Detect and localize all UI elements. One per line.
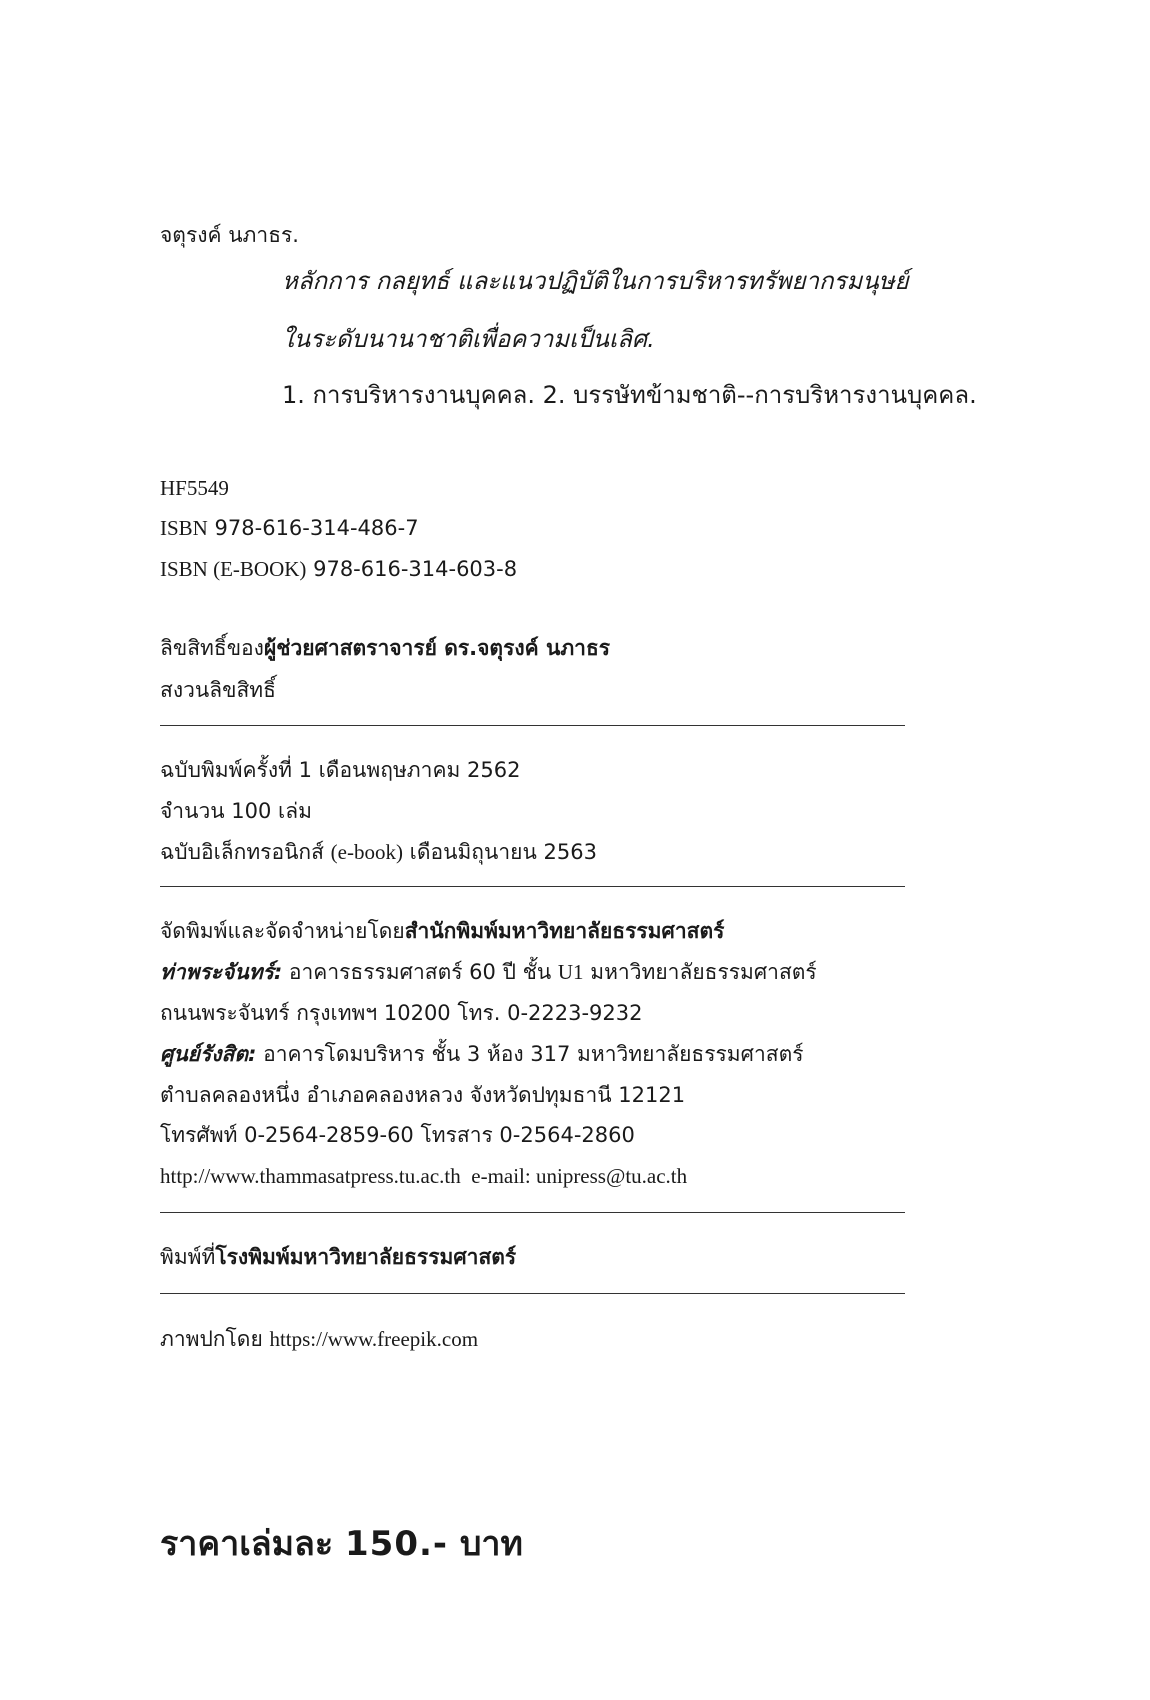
printer-line	[160, 1243, 516, 1271]
price-amount: 150.-	[345, 1524, 448, 1564]
ebook-date: เดือนมิถุนายน 2563	[409, 840, 597, 864]
price-unit: บาท	[459, 1524, 523, 1564]
isbn-ebook	[160, 555, 517, 583]
isbn-value: 978-616-314-486-7	[214, 516, 419, 540]
tha-prachan-address	[160, 958, 817, 986]
ebook-label: (e-book)	[330, 840, 403, 864]
email-label: e-mail:	[471, 1164, 531, 1188]
ebook-prefix: ฉบับอิเล็กทรอนิกส์	[160, 840, 324, 864]
website-link[interactable]: http://www.thammasatpress.tu.ac.th	[160, 1164, 461, 1188]
isbn-label: ISBN	[160, 516, 208, 540]
catalog-subjects: 1. การบริหารงานบุคคล. 2. บรรษัทข้ามชาติ--การบริหารงานบุคคล.	[282, 381, 977, 409]
catalog-title-line-2: ในระดับนานาชาติเพื่อความเป็นเลิศ.	[282, 325, 655, 353]
tha-prachan-label: ท่าพระจันทร์:	[160, 960, 283, 984]
publisher-line	[160, 917, 724, 945]
copyright-reserved: สงวนลิขสิทธิ์	[160, 678, 276, 702]
divider	[160, 725, 905, 726]
copyright-prefix: ลิขสิทธิ์ของ	[160, 636, 264, 660]
copyright-holder-name: ผู้ช่วยศาสตราจารย์ ดร.จตุรงค์ นภาธร	[263, 636, 611, 660]
tha-prachan-floor: U1	[557, 960, 584, 984]
isbn-print	[160, 514, 419, 542]
divider	[160, 1293, 905, 1294]
divider	[160, 886, 905, 887]
printer-name: โรงพิมพ์มหาวิทยาลัยธรรมศาสตร์	[215, 1245, 517, 1269]
rangsit-address	[160, 1040, 803, 1068]
ebook-edition	[160, 838, 597, 866]
divider	[160, 1212, 905, 1213]
catalog-title-line-1: หลักการ กลยุทธ์ และแนวปฏิบัติในการบริหารทรัพยากรมนุษย์	[282, 267, 909, 295]
cover-credit	[160, 1325, 478, 1353]
printer-prefix: พิมพ์ที่	[160, 1245, 216, 1269]
isbn-ebook-value: 978-616-314-603-8	[313, 557, 518, 581]
tha-prachan-road: ถนนพระจันทร์ กรุงเทพฯ 10200 โทร. 0-2223-9232	[160, 1001, 643, 1025]
contact-web	[160, 1162, 687, 1190]
call-number: HF5549	[160, 476, 229, 500]
price-prefix: ราคาเล่มละ	[160, 1524, 334, 1564]
catalog-author: จตุรงค์ นภาธร.	[160, 223, 299, 247]
publisher-name: สำนักพิมพ์มหาวิทยาลัยธรรมศาสตร์	[404, 919, 725, 943]
rangsit-address-text: อาคารโดมบริหาร ชั้น 3 ห้อง 317 มหาวิทยาลัยธรรมศาสตร์	[263, 1042, 804, 1066]
cover-label: ภาพปกโดย	[160, 1327, 263, 1351]
rangsit-label: ศูนย์รังสิต:	[160, 1042, 257, 1066]
copyright-holder	[160, 634, 610, 662]
price-line	[160, 1522, 523, 1566]
rangsit-district: ตำบลคลองหนึ่ง อำเภอคลองหลวง จังหวัดปทุมธานี 12121	[160, 1083, 686, 1107]
email-link[interactable]: unipress@tu.ac.th	[535, 1164, 688, 1188]
tha-prachan-address-a: อาคารธรรมศาสตร์ 60 ปี ชั้น	[288, 960, 552, 984]
publisher-intro: จัดพิมพ์และจัดจำหน่ายโดย	[160, 919, 405, 943]
cover-source-link[interactable]: https://www.freepik.com	[269, 1327, 479, 1351]
phone-fax: โทรศัพท์ 0-2564-2859-60 โทรสาร 0-2564-2860	[160, 1123, 635, 1147]
first-print: ฉบับพิมพ์ครั้งที่ 1 เดือนพฤษภาคม 2562	[160, 758, 521, 782]
tha-prachan-address-b: มหาวิทยาลัยธรรมศาสตร์	[590, 960, 817, 984]
print-copies: จำนวน 100 เล่ม	[160, 799, 312, 823]
isbn-ebook-label: ISBN (E-BOOK)	[160, 557, 307, 581]
